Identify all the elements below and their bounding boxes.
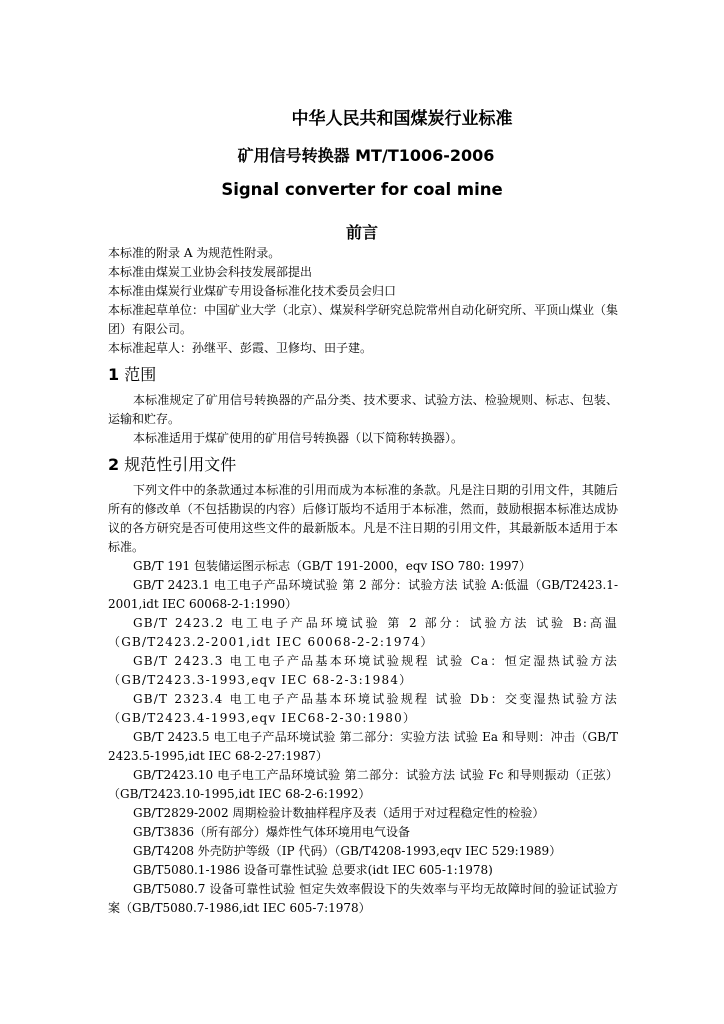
english-title: Signal converter for coal mine — [221, 180, 503, 199]
section-number: 2 — [108, 455, 120, 474]
reference-item: GB/T5080.7 设备可靠性试验 恒定失效率假设下的失效率与平均无故障时间的验证试验方案（GB/T5080.7-1986,idt IEC 605-7:1978） — [108, 882, 618, 915]
paragraph: 本标准规定了矿用信号转换器的产品分类、技术要求、试验方法、检验规则、标志、包装、运输和贮存。 — [108, 393, 618, 426]
foreword-line: 本标准起草人：孙继平、彭霞、卫修均、田子建。 — [108, 341, 373, 355]
reference-item: GB/T 2423.2 电工电子产品环境试验 第 2 部分：试验方法 试验 B:高温（GB/T2423.2-2001,idt IEC 60068-2-2:1974） — [108, 616, 618, 649]
document-title: 中华人民共和国煤炭行业标准 — [291, 109, 513, 129]
reference-item: GB/T 191 包装储运图示标志（GB/T 191-2000，eqv ISO 780: 1997） — [133, 559, 532, 573]
reference-item: GB/T 2423.3 电工电子产品基本环境试验规程 试验 Ca：恒定湿热试验方法（GB/T2423.3-1993,eqv IEC 68-2-3:1984） — [108, 654, 618, 687]
foreword-heading: 前言 — [345, 223, 378, 242]
foreword-line: 本标准的附录 A 为规范性附录。 — [108, 246, 281, 260]
section-heading-scope — [108, 364, 618, 386]
section-title: 规范性引用文件 — [124, 455, 237, 474]
section-title: 范围 — [124, 365, 157, 384]
reference-item: GB/T5080.1-1986 设备可靠性试验 总要求(idt IEC 605-1:1978) — [133, 863, 493, 877]
paragraph: 下列文件中的条款通过本标准的引用而成为本标准的条款。凡是注日期的引用文件，其随后所有的修改单（不包括勘误的内容）后修订版均不适用于本标准，然而，鼓励根据本标准达成协议的各方研究是否可使用这些文件的最新版本。凡是不注日期的引用文件，其最新版本适用于本标准。 — [108, 483, 618, 554]
reference-item: GB/T3836（所有部分）爆炸性气体环境用电气设备 — [133, 825, 410, 839]
section-number: 1 — [108, 365, 120, 384]
reference-item: GB/T2829-2002 周期检验计数抽样程序及表（适用于对过程稳定性的检验） — [133, 806, 545, 820]
foreword-line: 本标准由煤炭工业协会科技发展部提出 — [108, 265, 313, 279]
foreword-line: 本标准由煤炭行业煤矿专用设备标准化技术委员会归口 — [108, 284, 397, 298]
reference-item: GB/T4208 外壳防护等级（IP 代码）（GB/T4208-1993,eqv IEC 529:1989） — [133, 844, 562, 858]
reference-item: GB/T2423.10 电子电工产品环境试验 第二部分：试验方法 试验 Fc 和导则振动（正弦）（GB/T2423.10-1995,idt IEC 68-2-6:1992） — [108, 768, 618, 801]
reference-item: GB/T 2423.1 电工电子产品环境试验 第 2 部分：试验方法 试验 A:低温（GB/T2423.1-2001,idt IEC 60068-2-1:1990） — [108, 578, 618, 611]
document-body — [108, 244, 618, 918]
reference-item: GB/T 2423.5 电工电子产品环境试验 第二部分：实验方法 试验 Ea 和导则：冲击（GB/T 2423.5-1995,idt IEC 68-2-27:1987） — [108, 730, 618, 763]
reference-item: GB/T 2323.4 电工电子产品基本环境试验规程 试验 Db：交变湿热试验方法（GB/T2423.4-1993,eqv IEC68-2-30:1980） — [108, 692, 618, 725]
paragraph: 本标准适用于煤矿使用的矿用信号转换器（以下简称转换器）。 — [133, 431, 464, 445]
foreword-line: 本标准起草单位：中国矿业大学（北京）、煤炭科学研究总院常州自动化研究所、平顶山煤业（集团）有限公司。 — [108, 303, 619, 336]
document-subtitle: 矿用信号转换器 MT/T1006-2006 — [237, 146, 495, 165]
section-heading-references — [108, 454, 618, 476]
